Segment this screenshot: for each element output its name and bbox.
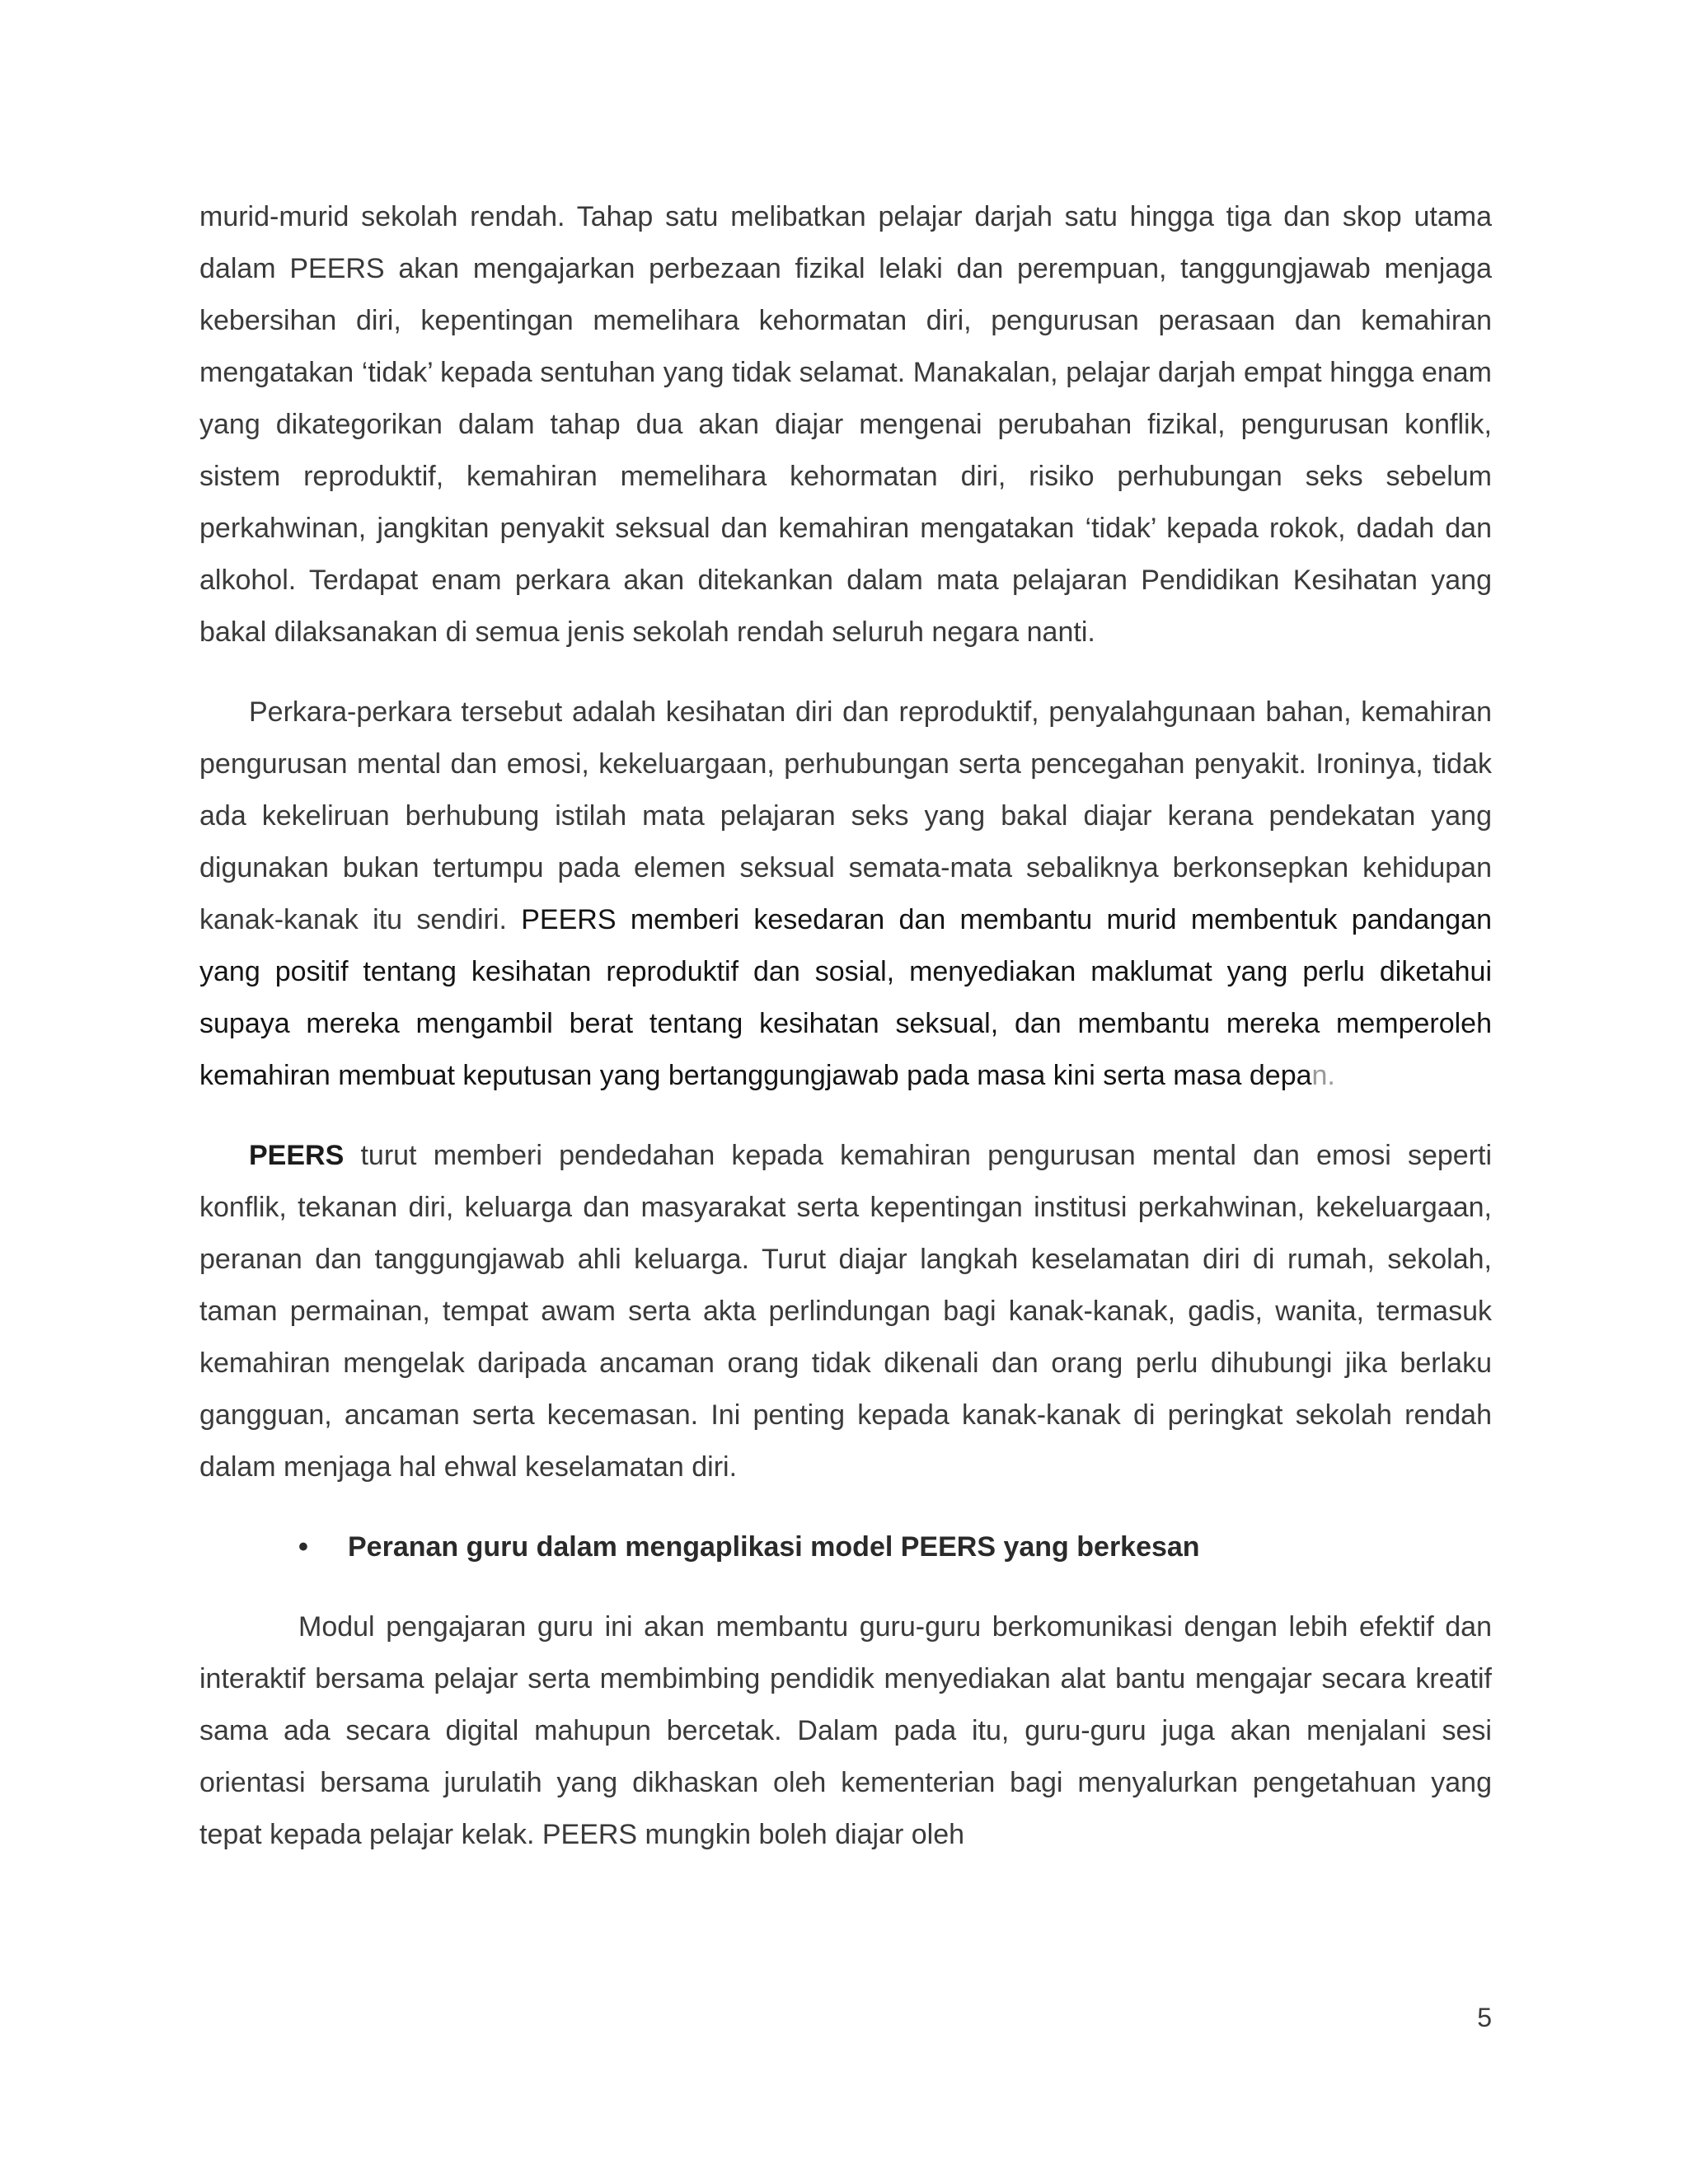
paragraph-peers [199, 1130, 1492, 1493]
paragraph-modul: Modul pengajaran guru ini akan membantu guru-guru berkomunikasi dengan lebih efektif dan interaktif bersama pelajar serta membimbing pendidik menyediakan alat bantu mengajar secara kreatif sama ada secara digital mahupun bercetak. Dalam pada itu, guru-guru juga akan menjalani sesi orientasi bersama jurulatih yang dikhaskan oleh kementerian bagi menyalurkan pengetahuan yang tepat kepada pelajar kelak. PEERS mungkin boleh diajar oleh [199, 1611, 1492, 1850]
paragraph-tahap: murid-murid sekolah rendah. Tahap satu melibatkan pelajar darjah satu hingga tiga dan skop utama dalam PEERS akan mengajarkan perbezaan fizikal lelaki dan perempuan, tanggungjawab menjaga kebersihan diri, kepentingan memelihara kehormatan diri, pengurusan perasaan dan kemahiran mengatakan ‘tidak’ kepada sentuhan yang tidak selamat. Manakalan, pelajar darjah empat hingga enam yang dikategorikan dalam tahap dua akan diajar mengenai perubahan fizikal, pengurusan konflik, sistem reproduktif, kemahiran memelihara kehormatan diri, risiko perhubungan seks sebelum perkahwinan, jangkitan penyakit seksual dan kemahiran mengatakan ‘tidak’ kepada rokok, dadah dan alkohol. Terdapat enam perkara akan ditekankan dalam mata pelajaran Pendidikan Kesihatan yang bakal dilaksanakan di semua jenis sekolah rendah seluruh negara nanti. [199, 201, 1492, 648]
peers-bold-label: PEERS [249, 1140, 345, 1171]
paragraph-perkara-intro: Perkara-perkara tersebut adalah kesihatan diri dan reproduktif, penyalahgunaan bahan, kemahiran pengurusan mental dan emosi, kekeluargaan, perhubungan serta pencegahan penyakit. Ironinya, tidak ada kekeliruan berhubung istilah mata pelajaran seks yang bakal diajar kerana pendekatan yang digunakan bukan tertumpu pada elemen seksual semata-mata sebaliknya berkonsepkan kehidupan kanak-kanak itu sendiri. [199, 696, 1492, 935]
paragraph-perkara-tail: n. [1311, 1060, 1335, 1091]
paragraph-perkara [199, 687, 1492, 1102]
section-heading-text: Peranan guru dalam mengaplikasi model PEERS yang berkesan [348, 1531, 1200, 1563]
page-number: 5 [1477, 2003, 1492, 2032]
paragraph-peers-text: turut memberi pendedahan kepada kemahiran pengurusan mental dan emosi seperti konflik, tekanan diri, keluarga dan masyarakat serta kepentingan institusi perkahwinan, kekeluargaan, peranan dan tanggungjawab ahli keluarga. Turut diajar langkah keselamatan diri di rumah, sekolah, taman permainan, tempat awam serta akta perlindungan bagi kanak-kanak, gadis, wanita, termasuk kemahiran mengelak daripada ancaman orang tidak dikenali dan orang perlu dihubungi jika berlaku gangguan, ancaman serta kecemasan. Ini penting kepada kanak-kanak di peringkat sekolah rendah dalam menjaga hal ehwal keselamatan diri. [199, 1140, 1492, 1483]
document-body [199, 191, 1492, 1861]
section-heading [199, 1521, 1492, 1573]
paragraph-perkara-emphasis: PEERS memberi kesedaran dan membantu murid membentuk pandangan yang positif tentang kesihatan reproduktif dan sosial, menyediakan maklumat yang perlu diketahui supaya mereka mengambil berat tentang kesihatan seksual, dan membantu mereka memperoleh kemahiran membuat keputusan yang bertanggungjawab pada masa kini serta masa depa [199, 904, 1492, 1091]
bullet-icon: • [298, 1531, 308, 1563]
